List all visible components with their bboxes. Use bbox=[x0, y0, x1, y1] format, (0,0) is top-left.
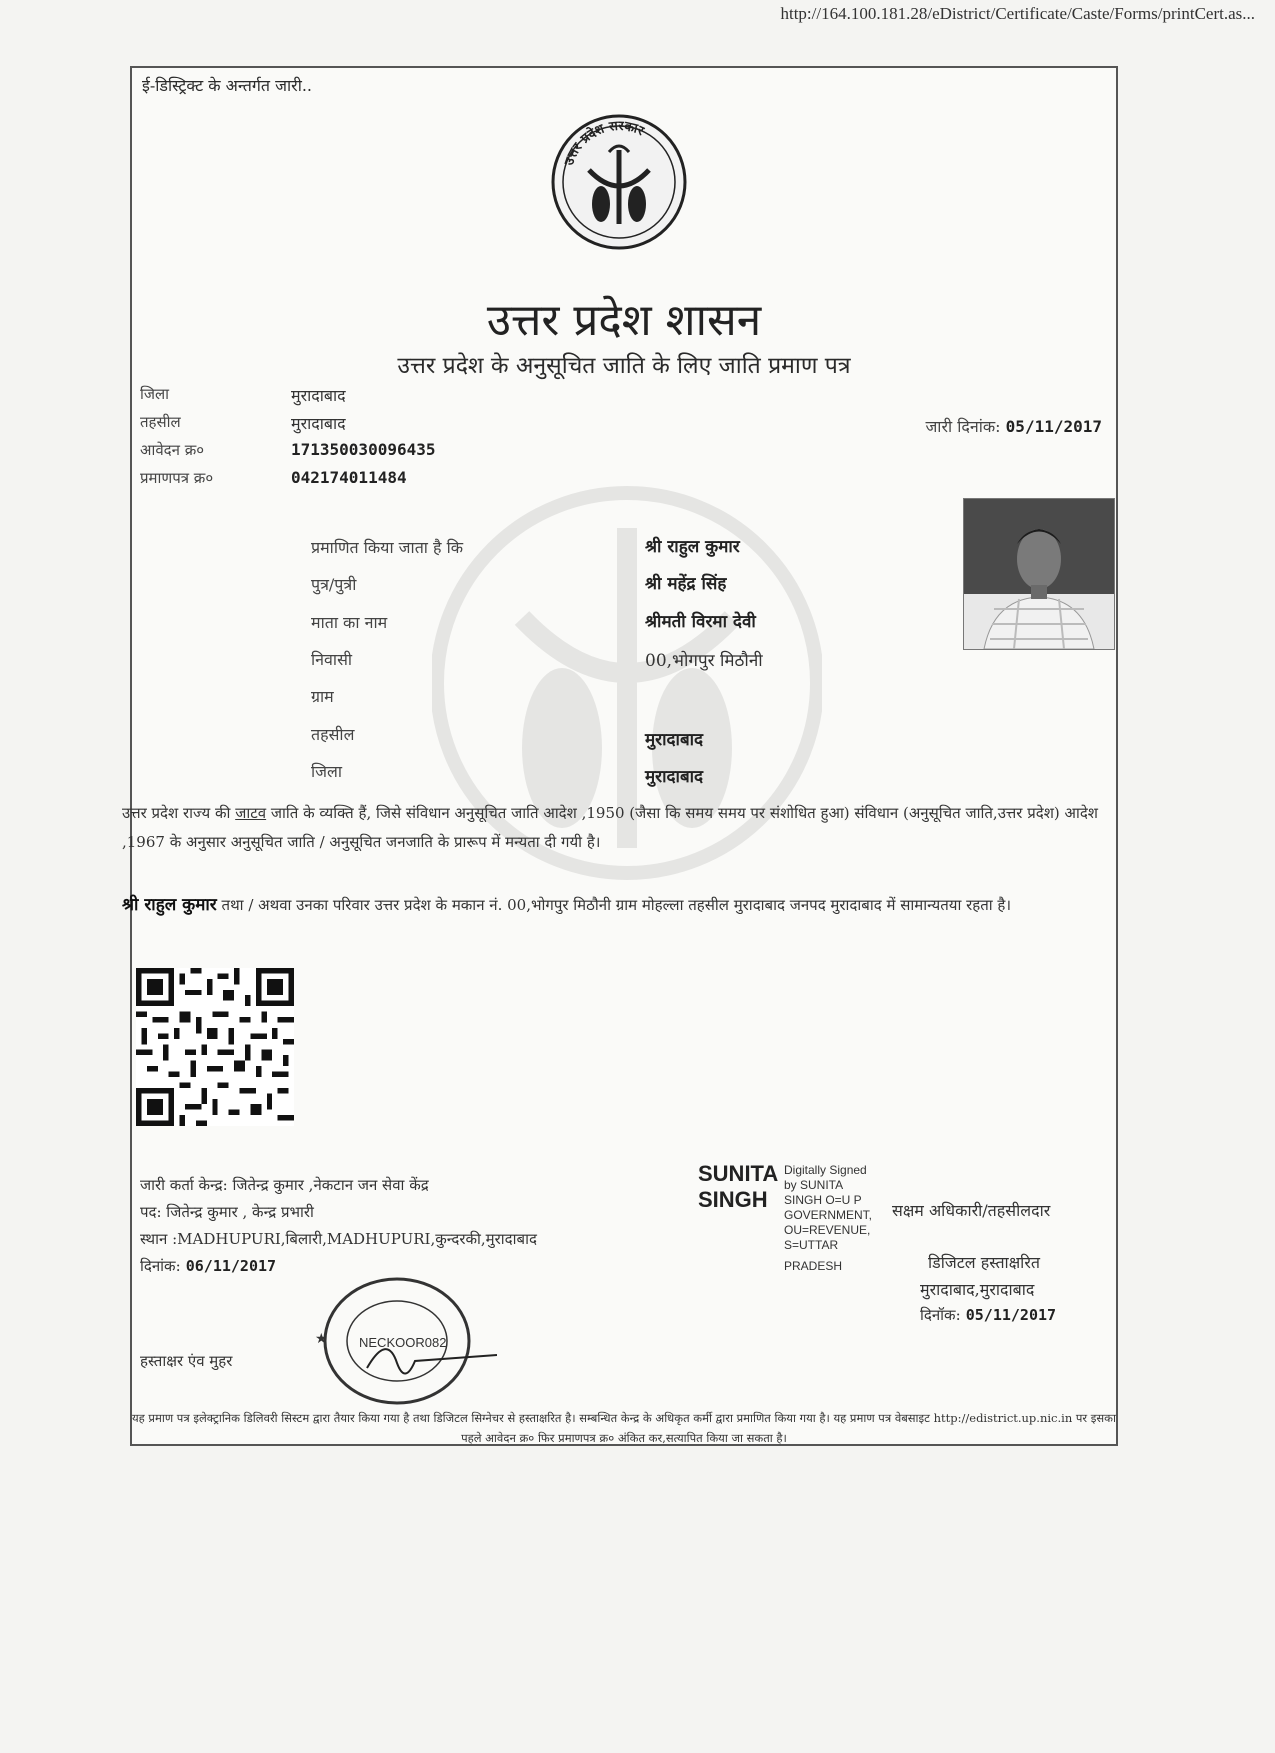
issuer-date bbox=[140, 1256, 276, 1276]
detail-label: जिला bbox=[311, 762, 343, 781]
officer-date-label: दिनॉक: bbox=[920, 1306, 961, 1324]
residence-statement bbox=[122, 891, 1107, 920]
tehsil-value: मुरादाबाद bbox=[291, 414, 346, 433]
officer-date-value: 05/11/2017 bbox=[965, 1306, 1057, 1324]
detail-label: ग्राम bbox=[311, 687, 334, 706]
certificate bbox=[122, 66, 1118, 1446]
tehsil-label: तहसील bbox=[140, 413, 181, 431]
signature-detail-line: SINGH O=U P bbox=[784, 1193, 862, 1207]
certificate-title: उत्तर प्रदेश के अनुसूचित जाति के लिए जाति प्रमाण पत्र bbox=[397, 353, 851, 379]
issuer-post: पद: जितेन्द्र कुमार , केन्द्र प्रभारी bbox=[140, 1203, 314, 1221]
officer-title: सक्षम अधिकारी/तहसीलदार bbox=[892, 1201, 1051, 1220]
svg-text:उत्तर प्रदेश सरकार: उत्तर प्रदेश सरकार bbox=[561, 118, 646, 168]
mother-name: श्रीमती विरमा देवी bbox=[645, 612, 756, 632]
browser-url: http://164.100.181.28/eDistrict/Certificate/Caste/Forms/printCert.as... bbox=[780, 4, 1255, 23]
issuer-date-value: 06/11/2017 bbox=[185, 1257, 277, 1275]
signature-detail-line: S=UTTAR bbox=[784, 1238, 839, 1252]
issue-date-value: 05/11/2017 bbox=[1005, 417, 1102, 436]
certificate-no-label: प्रमाणपत्र क्र० bbox=[140, 469, 214, 487]
officer-date bbox=[920, 1305, 1056, 1325]
up-government-emblem bbox=[549, 112, 689, 252]
detail-tehsil-value: मुरादाबाद bbox=[645, 730, 704, 750]
district-value: मुरादाबाद bbox=[291, 386, 346, 405]
officer-location: मुरादाबाद,मुरादाबाद bbox=[920, 1280, 1035, 1299]
detail-label: प्रमाणित किया जाता है कि bbox=[311, 538, 464, 557]
detail-label: माता का नाम bbox=[311, 613, 388, 632]
residence-value: 00,भोगपुर मिठौनी bbox=[645, 651, 763, 671]
person-photo-icon bbox=[964, 499, 1114, 649]
signer-name-line1: SUNITA bbox=[698, 1161, 779, 1186]
caste-statement bbox=[122, 799, 1107, 857]
applicant-photo bbox=[963, 498, 1115, 650]
footer-note: यह प्रमाण पत्र इलेक्ट्रानिक डिलिवरी सिस्टम द्वारा तैयार किया गया है तथा डिजिटल सिग्नेचर से हस्ताक्षरित है। सम्बन्धित केन्द्र के अधिकृत कर्मी द्वारा प्रमाणित किया गया है। यह प्रमाण पत्र वेबसाइट http://edistrict.up.nic.in पर इसका पहले आवेदन क्र० फिर प्रमाणपत्र क्र० अंकित कर,सत्यापित किया जा सकता है। bbox=[132, 1411, 1116, 1445]
district-label: जिला bbox=[140, 385, 170, 403]
issuer-date-label: दिनांक: bbox=[140, 1257, 181, 1275]
signature-detail-line: Digitally Signed bbox=[784, 1163, 867, 1177]
signature-detail-line: GOVERNMENT, bbox=[784, 1208, 873, 1222]
residence-statement-name: श्री राहुल कुमार bbox=[122, 895, 217, 915]
detail-district-value: मुरादाबाद bbox=[645, 767, 704, 787]
caste-statement-part: जाति के व्यक्ति हैं, जिसे संविधान अनुसूचित जाति आदेश ,1950 (जैसा कि समय समय पर संशोधित हुआ) संविधान (अनुसूचित जाति,उत्तर प्रदेश) आदेश ,1967 के अनुसार अनुसूचित जाति / अनुसूचित जनजाति के प्रारूप में मन्यता दी गयी है। bbox=[122, 804, 1099, 851]
signature-detail-line: OU=REVENUE, bbox=[784, 1223, 871, 1237]
residence-statement-text: तथा / अथवा उनका परिवार उत्तर प्रदेश के मकान नं. 00,भोगपुर मिठौनी ग्राम मोहल्ला तहसील मुरादाबाद जनपद मुरादाबाद में सामान्यतया रहता है। bbox=[216, 896, 1012, 914]
issuer-place: स्थान :MADHUPURI,बिलारी,MADHUPURI,कुन्दरकी,मुरादाबाद bbox=[140, 1230, 537, 1248]
certificate-no-value: 042174011484 bbox=[291, 468, 407, 487]
svg-text:★: ★ bbox=[315, 1331, 328, 1347]
digitally-signed-label: डिजिटल हस्ताक्षरित bbox=[928, 1253, 1040, 1272]
stamp-text: NECKOOR082 bbox=[359, 1335, 447, 1350]
caste-statement-part: उत्तर प्रदेश राज्य की bbox=[122, 804, 236, 822]
application-no-value: 171350030096435 bbox=[291, 440, 436, 459]
qr-code bbox=[136, 968, 294, 1126]
father-name: श्री महेंद्र सिंह bbox=[645, 574, 727, 594]
signature-details bbox=[784, 1163, 872, 1274]
issuer-center: जारी कर्ता केन्द्र: जितेन्द्र कुमार ,नेकटान जन सेवा केंद्र bbox=[140, 1176, 429, 1194]
signature-detail-line: by SUNITA bbox=[784, 1178, 844, 1192]
applicant-name: श्री राहुल कुमार bbox=[645, 537, 740, 557]
detail-label: निवासी bbox=[311, 650, 353, 669]
application-no-label: आवेदन क्र० bbox=[140, 441, 205, 459]
signer-name-line2: SINGH bbox=[698, 1187, 768, 1212]
issue-date-label: जारी दिनांक: bbox=[925, 417, 1001, 436]
sign-seal-label: हस्ताक्षर एंव मुहर bbox=[140, 1352, 233, 1370]
rubber-stamp bbox=[297, 1263, 497, 1413]
issued-under-text: ई-डिस्ट्रिक्ट के अन्तर्गत जारी.. bbox=[142, 76, 313, 95]
issue-date bbox=[925, 415, 1102, 437]
government-title: उत्तर प्रदेश शासन bbox=[486, 295, 762, 346]
detail-label: तहसील bbox=[311, 725, 355, 744]
signature-detail-line: PRADESH bbox=[784, 1259, 843, 1273]
detail-label: पुत्र/पुत्री bbox=[311, 575, 357, 594]
caste-name: जाटव bbox=[235, 804, 267, 822]
